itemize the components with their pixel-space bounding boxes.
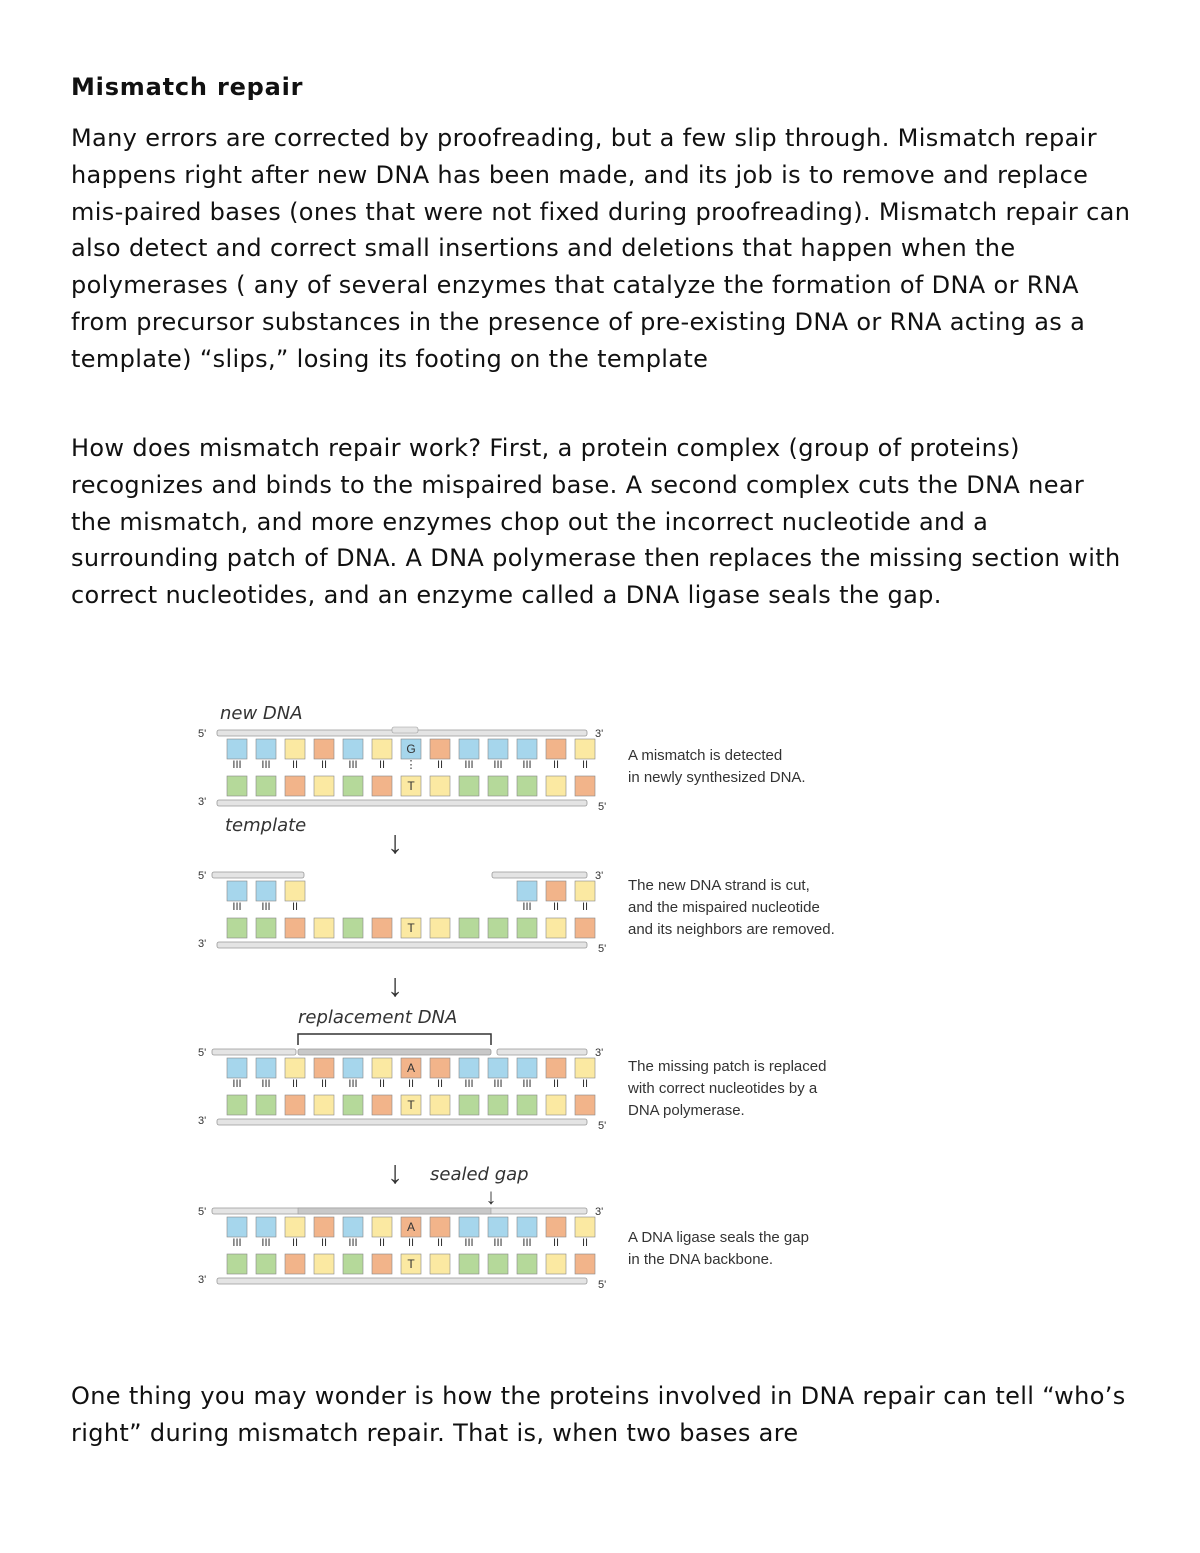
- hydrogen-bond-mark: III: [348, 1078, 358, 1090]
- strand-end-label: 5': [198, 1047, 207, 1059]
- strand-end-label: 3': [198, 938, 207, 950]
- template-base: [517, 1254, 537, 1274]
- hydrogen-bond-mark: II: [291, 759, 299, 771]
- hydrogen-bond-mark: II: [291, 1237, 299, 1249]
- new-strand-base: [488, 739, 508, 759]
- template-base: [285, 918, 305, 938]
- paragraph-mechanism: How does mismatch repair work? First, a protein complex (group of proteins) recognizes and binds to the mispaired base. A second complex cuts the DNA near the mismatch, and more enzymes chop out the incorrect nucleotide and a surrounding patch of DNA. A DNA polymerase then replaces the missing section with correct nucleotides, and an enzyme called a DNA ligase seals the gap.: [71, 434, 1121, 610]
- template-base: [256, 918, 276, 938]
- base-letter: T: [407, 921, 415, 935]
- template-base: [314, 776, 334, 796]
- hydrogen-bond-mark: III: [232, 1078, 242, 1090]
- hydrogen-bond-mark: III: [261, 759, 271, 771]
- template-base: [227, 776, 247, 796]
- new-strand-base: [314, 739, 334, 759]
- hydrogen-bond-mark: III: [464, 759, 474, 771]
- replacement-patch-backbone: [298, 1049, 491, 1055]
- step-caption: The new DNA strand is cut,: [628, 877, 810, 894]
- template-backbone: [217, 800, 587, 806]
- new-strand-base: [488, 1058, 508, 1078]
- step-caption: The missing patch is replaced: [628, 1058, 827, 1075]
- new-strand-base: [372, 739, 392, 759]
- template-base: [343, 918, 363, 938]
- template-base: [227, 918, 247, 938]
- template-base: [430, 1095, 450, 1115]
- template-base: [372, 1095, 392, 1115]
- hydrogen-bond-mark: III: [493, 1078, 503, 1090]
- strand-end-label: 5': [598, 801, 607, 813]
- hydrogen-bond-mark: III: [261, 1237, 271, 1249]
- template-base: [488, 776, 508, 796]
- template-base: [430, 1254, 450, 1274]
- step-arrow: ↓: [387, 824, 403, 860]
- template-base: [517, 1095, 537, 1115]
- new-strand-base: [372, 1058, 392, 1078]
- strand-end-label: 3': [595, 1206, 604, 1218]
- step-arrow: ↓: [387, 1154, 403, 1190]
- step-caption: and the mispaired nucleotide: [628, 899, 820, 916]
- replacement-dna-annotation: replacement DNA: [298, 1007, 458, 1028]
- hydrogen-bond-mark: II: [552, 1237, 560, 1249]
- template-base: [488, 1095, 508, 1115]
- hydrogen-bond-mark: III: [522, 1237, 532, 1249]
- hydrogen-bond-mark: II: [320, 1237, 328, 1249]
- step-caption: in the DNA backbone.: [628, 1251, 774, 1268]
- hydrogen-bond-mark: II: [552, 1078, 560, 1090]
- new-strand-base: [430, 1217, 450, 1237]
- hydrogen-bond-mark: III: [232, 901, 242, 913]
- template-base: [343, 776, 363, 796]
- new-strand-base: [488, 1217, 508, 1237]
- new-strand-base: [546, 1217, 566, 1237]
- new-strand-base: [372, 1217, 392, 1237]
- template-base: [343, 1254, 363, 1274]
- new-strand-base: [575, 739, 595, 759]
- new-strand-base: [430, 739, 450, 759]
- sealed-patch-backbone: [298, 1208, 491, 1214]
- hydrogen-bond-mark: II: [407, 1237, 415, 1249]
- step-caption: and its neighbors are removed.: [628, 921, 835, 938]
- new-strand-base: [227, 739, 247, 759]
- hydrogen-bond-mark: II: [291, 1078, 299, 1090]
- hydrogen-bond-mark: II: [320, 759, 328, 771]
- template-base: [517, 776, 537, 796]
- new-strand-base: [343, 739, 363, 759]
- new-strand-base: [343, 1217, 363, 1237]
- hydrogen-bond-mark: II: [581, 759, 589, 771]
- strand-end-label: 3': [198, 796, 207, 808]
- template-base: [546, 776, 566, 796]
- template-base: [488, 918, 508, 938]
- hydrogen-bond-mark: III: [261, 901, 271, 913]
- new-strand-base: [575, 1058, 595, 1078]
- new-strand-base: [517, 881, 537, 901]
- new-strand-base: [256, 739, 276, 759]
- step-caption: A DNA ligase seals the gap: [628, 1229, 809, 1246]
- mismatch-protein-bump: [392, 727, 418, 733]
- step-caption: DNA polymerase.: [628, 1102, 745, 1119]
- step-caption: with correct nucleotides by a: [628, 1080, 818, 1097]
- new-strand-backbone-right: [497, 1049, 587, 1055]
- new-strand-base: [517, 1217, 537, 1237]
- template-base: [227, 1095, 247, 1115]
- new-strand-base: [256, 881, 276, 901]
- hydrogen-bond-mark: II: [378, 759, 386, 771]
- base-letter: T: [407, 1098, 415, 1112]
- template-base: [314, 918, 334, 938]
- hydrogen-bond-mark: II: [436, 759, 444, 771]
- template-base: [488, 1254, 508, 1274]
- template-base: [575, 776, 595, 796]
- new-strand-base: [314, 1217, 334, 1237]
- template-base: [256, 1254, 276, 1274]
- new-strand-base: [285, 881, 305, 901]
- base-letter: T: [407, 1257, 415, 1271]
- new-strand-base: [459, 739, 479, 759]
- new-strand-base: [546, 881, 566, 901]
- template-base: [575, 1254, 595, 1274]
- new-strand-base: [459, 1058, 479, 1078]
- step-arrow: ↓: [387, 967, 403, 1003]
- new-strand-base: [227, 881, 247, 901]
- hydrogen-bond-mark: III: [493, 1237, 503, 1249]
- new-strand-base: [314, 1058, 334, 1078]
- template-base: [575, 1095, 595, 1115]
- new-strand-base: [546, 739, 566, 759]
- hydrogen-bond-mark: II: [378, 1237, 386, 1249]
- mismatch-repair-diagram: [180, 690, 900, 1300]
- hydrogen-bond-mark: III: [232, 759, 242, 771]
- sealed-gap-arrow: ↓: [485, 1184, 497, 1209]
- new-strand-base: [575, 881, 595, 901]
- new-strand-base: [430, 1058, 450, 1078]
- new-strand-base: [343, 1058, 363, 1078]
- base-letter: A: [406, 1220, 416, 1234]
- template-base: [459, 1254, 479, 1274]
- strand-end-label: 5': [598, 943, 607, 955]
- template-base: [546, 1095, 566, 1115]
- hydrogen-bond-mark: II: [581, 901, 589, 913]
- paragraph-intro: Many errors are corrected by proofreading, but a few slip through. Mismatch repair happens right after new DNA has been made, and its job is to remove and replace mis-paired bases (ones that were not fixed during proofreading). Mismatch repair can also detect and correct small insertions and deletions that happen when the polymerases ( any of several enzymes that catalyze the formation of DNA or RNA from precursor substances in the presence of pre-existing DNA or RNA acting as a template) “slips,” losing its footing on the template: [71, 124, 1131, 373]
- new-strand-base: [517, 739, 537, 759]
- template-base: [459, 776, 479, 796]
- hydrogen-bond-mark: III: [348, 759, 358, 771]
- strand-end-label: 3': [595, 870, 604, 882]
- hydrogen-bond-mark: II: [552, 901, 560, 913]
- hydrogen-bond-mark: II: [378, 1078, 386, 1090]
- template-base: [430, 918, 450, 938]
- hydrogen-bond-mark: II: [320, 1078, 328, 1090]
- new-strand-backbone-left: [212, 1049, 296, 1055]
- sealed-gap-annotation: sealed gap: [430, 1164, 529, 1185]
- new-strand-base: [285, 1217, 305, 1237]
- strand-end-label: 5': [598, 1279, 607, 1291]
- mismatch-dots: ⋮: [405, 759, 417, 771]
- new-strand-base: [517, 1058, 537, 1078]
- new-strand-base: [285, 739, 305, 759]
- template-base: [459, 1095, 479, 1115]
- step-caption: A mismatch is detected: [628, 747, 783, 764]
- new-strand-backbone-right: [492, 872, 587, 878]
- strand-end-label: 5': [198, 728, 207, 740]
- new-strand-base: [256, 1058, 276, 1078]
- hydrogen-bond-mark: II: [407, 1078, 415, 1090]
- template-base: [459, 918, 479, 938]
- section-title: Mismatch repair: [71, 73, 304, 101]
- base-letter: G: [406, 742, 416, 756]
- hydrogen-bond-mark: III: [522, 1078, 532, 1090]
- strand-end-label: 5': [198, 870, 207, 882]
- strand-end-label: 3': [198, 1115, 207, 1127]
- template-base: [372, 776, 392, 796]
- hydrogen-bond-mark: III: [348, 1237, 358, 1249]
- new-dna-annotation: new DNA: [220, 703, 303, 724]
- hydrogen-bond-mark: III: [493, 759, 503, 771]
- template-backbone: [217, 942, 587, 948]
- template-base: [314, 1254, 334, 1274]
- template-base: [285, 1254, 305, 1274]
- base-letter: A: [406, 1061, 416, 1075]
- template-backbone: [217, 1278, 587, 1284]
- template-base: [285, 1095, 305, 1115]
- strand-end-label: 5': [598, 1120, 607, 1132]
- hydrogen-bond-mark: III: [464, 1237, 474, 1249]
- paragraph-who-is-right: One thing you may wonder is how the proteins involved in DNA repair can tell “who’s right” during mismatch repair. That is, when two bases are: [71, 1382, 1126, 1447]
- new-strand-backbone-left: [212, 872, 304, 878]
- hydrogen-bond-mark: II: [581, 1237, 589, 1249]
- hydrogen-bond-mark: III: [522, 759, 532, 771]
- strand-end-label: 3': [595, 728, 604, 740]
- hydrogen-bond-mark: II: [552, 759, 560, 771]
- new-strand-base: [546, 1058, 566, 1078]
- template-base: [546, 1254, 566, 1274]
- replacement-bracket: [298, 1034, 491, 1045]
- template-base: [430, 776, 450, 796]
- hydrogen-bond-mark: II: [291, 901, 299, 913]
- template-base: [343, 1095, 363, 1115]
- template-base: [285, 776, 305, 796]
- template-backbone: [217, 1119, 587, 1125]
- new-strand-base: [575, 1217, 595, 1237]
- hydrogen-bond-mark: II: [436, 1237, 444, 1249]
- hydrogen-bond-mark: II: [581, 1078, 589, 1090]
- new-strand-base: [227, 1217, 247, 1237]
- hydrogen-bond-mark: III: [522, 901, 532, 913]
- new-strand-base: [256, 1217, 276, 1237]
- new-strand-base: [285, 1058, 305, 1078]
- new-strand-base: [227, 1058, 247, 1078]
- hydrogen-bond-mark: III: [261, 1078, 271, 1090]
- hydrogen-bond-mark: III: [232, 1237, 242, 1249]
- template-base: [256, 776, 276, 796]
- template-base: [517, 918, 537, 938]
- strand-end-label: 3': [198, 1274, 207, 1286]
- template-base: [575, 918, 595, 938]
- template-base: [314, 1095, 334, 1115]
- template-annotation: template: [225, 815, 307, 836]
- template-base: [546, 918, 566, 938]
- template-base: [372, 918, 392, 938]
- hydrogen-bond-mark: III: [464, 1078, 474, 1090]
- step-caption: in newly synthesized DNA.: [628, 769, 806, 786]
- template-base: [256, 1095, 276, 1115]
- strand-end-label: 5': [198, 1206, 207, 1218]
- base-letter: T: [407, 779, 415, 793]
- strand-end-label: 3': [595, 1047, 604, 1059]
- template-base: [227, 1254, 247, 1274]
- template-base: [372, 1254, 392, 1274]
- new-strand-base: [459, 1217, 479, 1237]
- hydrogen-bond-mark: II: [436, 1078, 444, 1090]
